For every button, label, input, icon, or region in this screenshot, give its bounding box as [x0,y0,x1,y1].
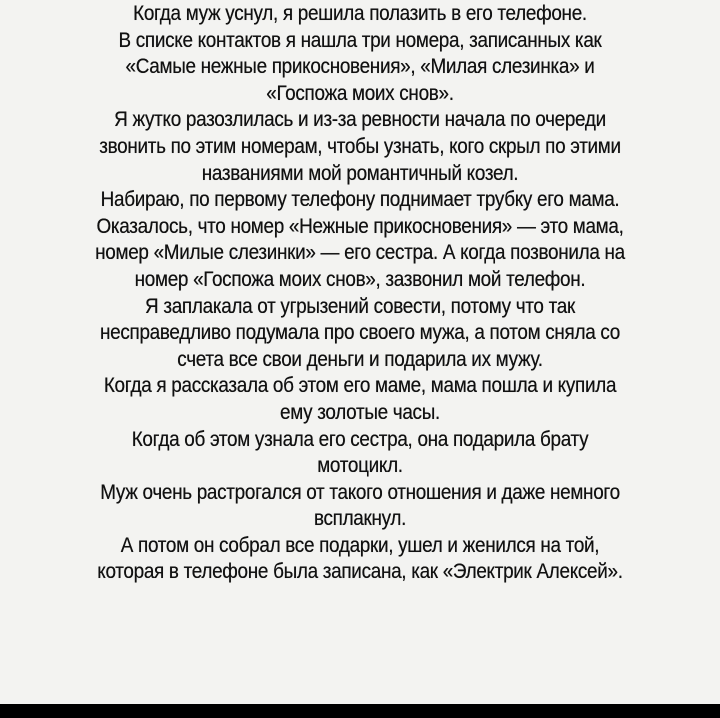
story-line-2: В списке контактов я нашла три номера, записанных как [118,27,602,52]
story-line-13: несправедливо подумала про своего мужа, а потом сняла со [100,320,620,345]
story-line-3: «Самые нежные прикосновения», «Милая слезинка» и [125,54,595,79]
story-line-6: звонить по этим номерам, чтобы узнать, кого скрыл по этими [99,133,621,158]
story-line-10: номер «Милые слезинки» — его сестра. А когда позвонила на [95,240,625,265]
story-line-1: Когда муж уснул, я решила полазить в его телефоне. [133,1,587,25]
story-line-18: мотоцикл. [317,453,403,478]
story-line-12: Я заплакала от угрызений совести, потому что так [145,293,575,318]
story-line-7: названиями мой романтичный козел. [201,160,519,185]
story-line-17: Когда об этом узнала его сестра, она подарила брату [131,426,589,451]
story-line-19: Муж очень растрогался от такого отношения и даже немного [100,479,620,504]
story-line-4: «Госпожа моих снов». [266,80,454,105]
story-text [4,0,716,585]
story-line-16: ему золотые часы. [280,399,440,424]
story-line-21: А потом он собрал все подарки, ушел и женился на той, [120,532,600,557]
story-line-14: счета все свои деньги и подарила их мужу. [177,346,543,371]
story-line-15: Когда я рассказала об этом его маме, мама пошла и купила [103,373,617,398]
story-line-11: номер «Госпожа моих снов», зазвонил мой телефон. [134,266,586,291]
story-line-9: Оказалось, что номер «Нежные прикосновения» — это мама, [96,213,624,238]
story-line-5: Я жутко разозлилась и из-за ревности начала по очереди [114,107,606,132]
story-line-22: которая в телефоне была записана, как «Электрик Алексей». [97,559,623,584]
story-line-20: всплакнул. [313,506,407,531]
story-line-8: Набираю, по первому телефону поднимает трубку его мама. [100,187,620,212]
bottom-black-bar [0,704,720,718]
